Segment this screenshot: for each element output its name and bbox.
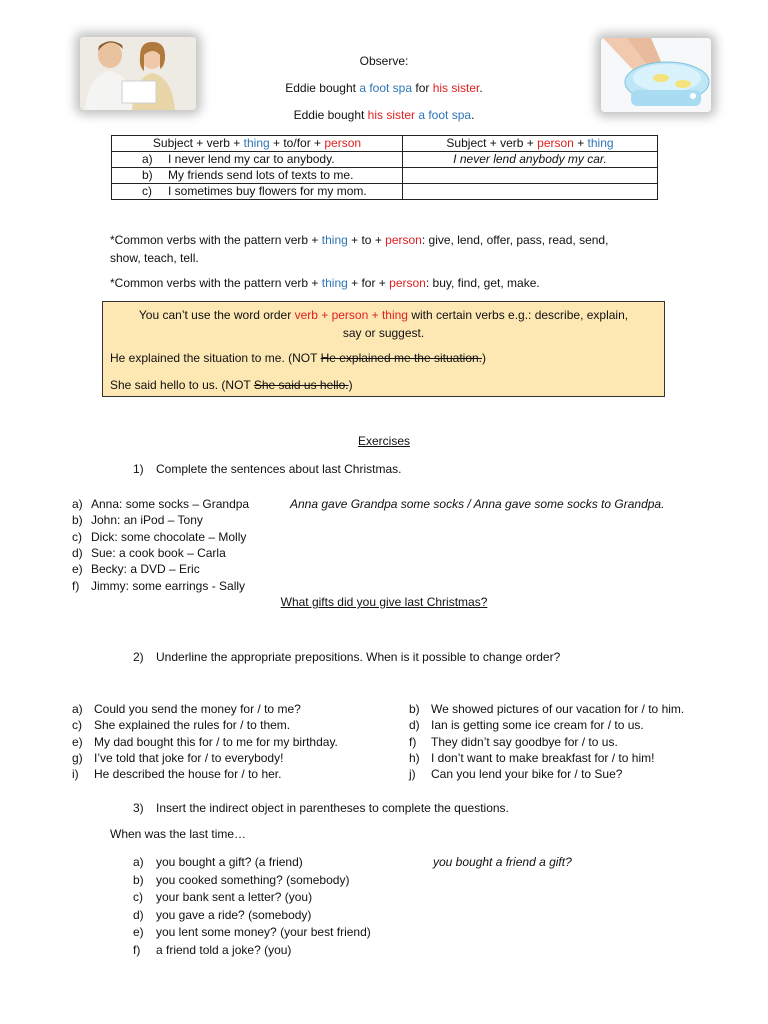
item-text: Dick: some chocolate – Molly [91, 529, 247, 544]
exercise-2-item [72, 751, 283, 765]
item-text-end: us. [598, 734, 618, 749]
exercise-2-item [72, 718, 290, 732]
item-letter: d) [409, 718, 420, 733]
item-letter: c) [72, 718, 82, 733]
item-letter: a) [133, 855, 144, 869]
item-text: She explained the rules [94, 718, 223, 733]
item-letter: e) [72, 734, 83, 749]
item-letter: c) [133, 890, 143, 905]
row-letter: c) [142, 184, 152, 198]
example-sentence-2: Eddie bought his sister a foot spa. [293, 108, 475, 122]
item-text-end: me for my birthday. [232, 734, 338, 749]
item-text-end: us. [624, 718, 644, 733]
table-row [112, 152, 658, 168]
table-row [112, 168, 658, 184]
item-text: you bought a gift? (a friend) [156, 855, 303, 869]
foot-spa-photo [601, 38, 711, 112]
item-letter: i) [72, 767, 79, 782]
exercise-3-item [133, 873, 349, 887]
exercise-2-item [409, 751, 654, 765]
exercise-3-lead: When was the last time… [110, 827, 247, 841]
rule-example-2: She said hello to us. (NOT She said us hello.) [110, 378, 353, 392]
item-text-end: Sue? [591, 767, 623, 782]
item-text-end: me? [274, 702, 301, 716]
item-letter: b) [72, 513, 83, 528]
observe-label: Observe: [359, 54, 409, 68]
row-right-sentence [403, 184, 658, 200]
rule-text: You can’t use the word order verb + person + thing with certain verbs e.g.: describe, explain, say or suggest. [138, 308, 629, 340]
exercise-3-item [133, 855, 303, 869]
preposition-choice[interactable]: for / to [198, 734, 233, 749]
item-text-end: her. [258, 767, 282, 782]
item-letter: b) [133, 872, 144, 887]
item-letter: f) [133, 943, 141, 957]
header-direct-pattern: Subject + verb + person + thing [403, 136, 658, 152]
exercise-1-item [72, 513, 203, 527]
item-text: you cooked something? (somebody) [156, 872, 350, 887]
item-text: They didn’t say goodbye [431, 734, 565, 749]
exercise-1-example-answer: Anna gave Grandpa some socks / Anna gave some socks to Grandpa. [290, 497, 665, 511]
exercise-1-number: 1) [133, 462, 144, 476]
rule-example-1: He explained the situation to me. (NOT He explained me the situation.) [110, 351, 486, 365]
exercise-1-question: What gifts did you give last Christmas? [280, 595, 488, 609]
exercise-3-instruction: Insert the indirect object in parentheses to complete the questions. [156, 801, 509, 815]
row-left-sentence: I sometimes buy flowers for my mom. [168, 184, 367, 198]
item-letter: e) [133, 925, 144, 940]
exercise-2-instruction: Underline the appropriate prepositions. When is it possible to change order? [156, 650, 561, 664]
item-text: Jimmy: some earrings - Sally [91, 578, 246, 593]
item-text-end: him. [658, 702, 685, 716]
row-right-sentence: I never lend anybody my car. [403, 152, 658, 168]
word-order-rule-box [102, 301, 665, 397]
item-letter: g) [72, 750, 83, 765]
exercise-2-number: 2) [133, 650, 144, 664]
item-letter: d) [133, 907, 144, 922]
item-text: We showed pictures of our vacation [431, 702, 625, 716]
item-letter: h) [409, 750, 420, 765]
exercises-title: Exercises [357, 434, 410, 448]
exercise-3-item [133, 908, 311, 922]
item-letter: a) [72, 497, 83, 511]
preposition-choice[interactable]: for / to [240, 702, 275, 716]
preposition-choice[interactable]: for / to [557, 767, 592, 782]
exercise-2-item [72, 735, 338, 749]
exercise-3-item [133, 890, 312, 904]
item-text: I don’t want to make breakfast [431, 750, 595, 765]
header-to-for-pattern: Subject + verb + thing + to/for + person [112, 136, 403, 152]
item-text: Sue: a cook book – Carla [91, 545, 226, 560]
item-text: John: an iPod – Tony [91, 513, 203, 528]
preposition-choice[interactable]: for / to [224, 767, 259, 782]
item-text-end: everybody! [221, 750, 284, 765]
exercise-1-item [72, 562, 200, 576]
preposition-choice[interactable]: for / to [624, 702, 659, 716]
exercise-1-instruction: Complete the sentences about last Christmas. [156, 462, 402, 476]
exercise-2-item [72, 702, 301, 716]
item-text-end: them. [256, 718, 291, 733]
preposition-choice[interactable]: for / to [564, 734, 599, 749]
item-text: My dad bought this [94, 734, 199, 749]
exercise-2-item [409, 767, 622, 781]
exercise-1-item [72, 497, 249, 511]
exercise-3-item [133, 925, 371, 939]
item-text: your bank sent a letter? (you) [156, 890, 313, 905]
item-letter: d) [72, 545, 83, 560]
exercise-2-item [409, 735, 618, 749]
item-text: Anna: some socks – Grandpa [91, 497, 250, 511]
row-right-sentence [403, 168, 658, 184]
item-text: He described the house [94, 767, 225, 782]
exercise-3-number: 3) [133, 801, 144, 815]
preposition-choice[interactable]: for / to [187, 750, 222, 765]
exercise-2-item [409, 702, 684, 716]
row-letter: a) [142, 152, 153, 166]
item-text: Becky: a DVD – Eric [91, 562, 200, 577]
preposition-choice[interactable]: for / to [594, 750, 629, 765]
exercise-1-item [72, 546, 226, 560]
item-text: I’ve told that joke [94, 750, 188, 765]
exercise-2-item [409, 718, 644, 732]
row-left-sentence: I never lend my car to anybody. [168, 152, 335, 166]
item-letter: b) [409, 702, 420, 716]
item-text-end: him! [628, 750, 655, 765]
pattern-table [111, 135, 658, 200]
table-row [112, 184, 658, 200]
exercise-3-example-answer: you bought a friend a gift? [433, 855, 572, 869]
row-letter: b) [142, 168, 153, 182]
exercise-2-item [72, 767, 281, 781]
item-text: you gave a ride? (somebody) [156, 907, 312, 922]
item-text: Could you send the money [94, 702, 241, 716]
item-letter: c) [72, 529, 82, 544]
table-header-row [112, 136, 658, 152]
row-left-sentence: My friends send lots of texts to me. [168, 168, 354, 182]
item-letter: f) [72, 578, 80, 593]
for-verbs-note: *Common verbs with the pattern verb + thing + for + person: buy, find, get, make. [110, 276, 540, 290]
exercise-1-item [72, 530, 246, 544]
item-letter: j) [409, 767, 416, 782]
item-letter: a) [72, 702, 83, 716]
item-letter: f) [409, 734, 417, 749]
example-sentence-1: Eddie bought a foot spa for his sister. [285, 81, 483, 95]
couple-gift-photo [80, 37, 196, 110]
item-letter: e) [72, 562, 83, 577]
exercise-1-item [72, 579, 245, 593]
item-text: Can you lend your bike [431, 767, 558, 782]
preposition-choice[interactable]: for / to [590, 718, 625, 733]
item-text: you lent some money? (your best friend) [156, 925, 371, 940]
to-verbs-note: *Common verbs with the pattern verb + thing + to + person: give, lend, offer, pass, read, send, show, teach, tell. [110, 233, 609, 265]
exercise-3-item [133, 943, 291, 957]
preposition-choice[interactable]: for / to [222, 718, 257, 733]
item-text: a friend told a joke? (you) [156, 943, 292, 957]
item-text: Ian is getting some ice cream [431, 718, 591, 733]
